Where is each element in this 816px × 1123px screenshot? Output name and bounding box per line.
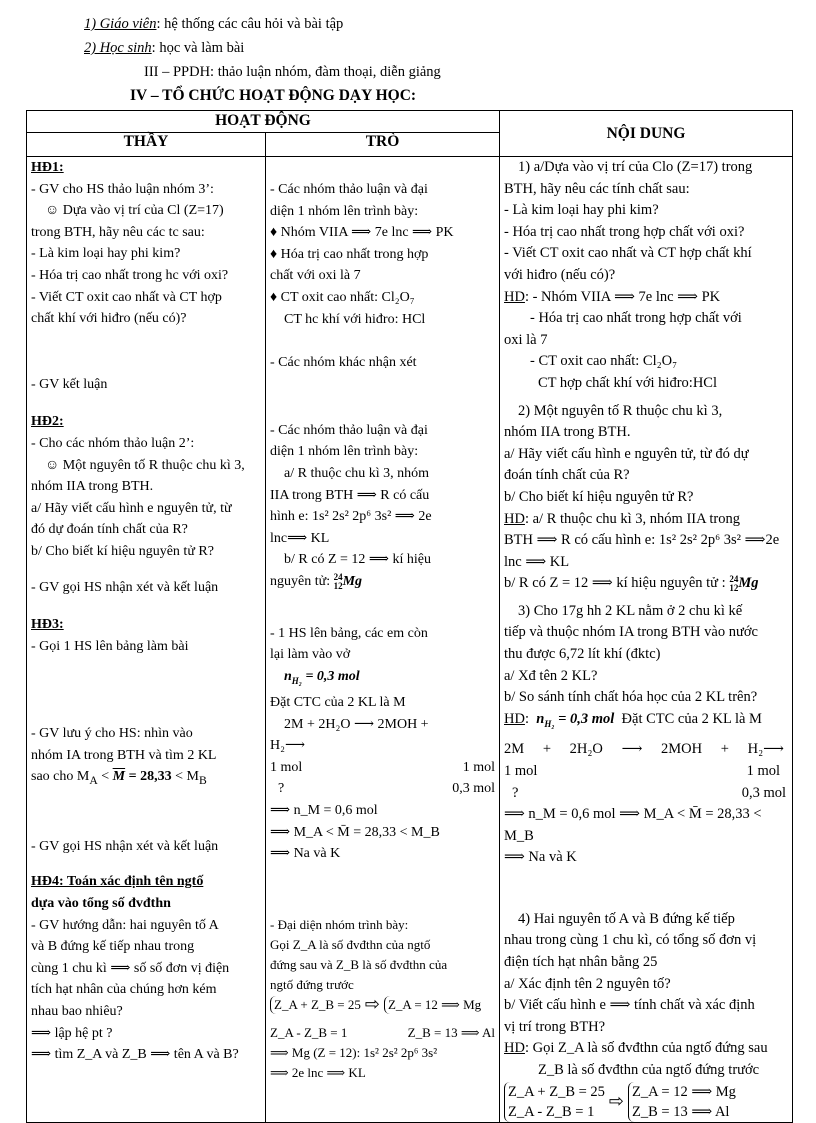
s3-line: Đặt CTC của 2 KL là M bbox=[270, 695, 406, 711]
c3-line: 3) Cho 17g hh 2 KL nằm ở 2 chu kì kế bbox=[518, 602, 743, 619]
student-column bbox=[266, 157, 500, 1123]
s3-line: - 1 HS lên bảng, các em còn bbox=[270, 625, 428, 641]
c4-line: nhau trong cùng 1 chu kì, có tổng số đơn vị bbox=[504, 932, 757, 949]
student-s4 bbox=[270, 915, 495, 1083]
s3-result: ⟹ M_A < M̄ = 28,33 < M_B bbox=[270, 824, 440, 840]
header-line-student bbox=[84, 38, 244, 58]
s1-line: chất với oxi là 7 bbox=[270, 268, 361, 284]
c4-hd-line: HD: Gọi Z_A là số đvđthn của ngtố đứng sau bbox=[504, 1040, 768, 1057]
s1-line: ♦ Nhóm VIIA ⟹ 7e lnc ⟹ PK bbox=[270, 225, 454, 241]
hd3-line: - GV lưu ý cho HS: nhìn vào bbox=[31, 726, 193, 742]
c2-hd-line: lnc ⟹ KL bbox=[504, 553, 570, 570]
teacher-header: THẦY bbox=[27, 133, 266, 157]
hd4-line: nhau bao nhiêu? bbox=[31, 1004, 123, 1020]
c2-line: đoán tính chất của R? bbox=[504, 467, 630, 484]
s4-line: ⟹ 2e lnc ⟹ KL bbox=[270, 1064, 366, 1080]
c1-hd-line: oxi là 7 bbox=[504, 331, 548, 348]
s4-system-row2: Z_A - Z_B = 1 Z_B = 13 ⟹ Al bbox=[270, 1024, 495, 1040]
student-label: 2) Học sinh bbox=[84, 40, 152, 56]
c4-right-brace: Z_A = 12 ⟹ Mg Z_B = 13 ⟹ Al bbox=[628, 1082, 736, 1122]
s1-line: - Các nhóm thảo luận và đại bbox=[270, 182, 428, 197]
s2-line: IIA trong BTH ⟹ R có cấu bbox=[270, 487, 430, 503]
hd2-line: - Cho các nhóm thảo luận 2’: bbox=[31, 435, 195, 451]
hd1-line: - GV cho HS thảo luận nhóm 3’: bbox=[31, 181, 214, 197]
s2-line: lnc⟹ KL bbox=[270, 530, 330, 546]
s2-line: a/ R thuộc chu kì 3, nhóm bbox=[284, 465, 430, 481]
hd2-line: a/ Hãy viết cấu hình e nguyên tử, từ bbox=[31, 500, 232, 516]
teacher-label: 1) Giáo viên bbox=[84, 16, 157, 32]
c4-system bbox=[504, 1082, 788, 1122]
s3-moles: $n_{H_2} = 0,3$ mol bbox=[284, 668, 360, 686]
content-c2 bbox=[504, 401, 788, 595]
hd2-conclusion: - GV gọi HS nhận xét và kết luận bbox=[31, 579, 219, 595]
teacher-hd4 bbox=[31, 871, 261, 1065]
c3-line: thu được 6,72 lít khí (đktc) bbox=[504, 646, 661, 663]
s2-line: - Các nhóm thảo luận và đại bbox=[270, 422, 428, 438]
hd3-line-compare: sao cho $M_A < \overline{M} = 28,33 < M_B$ bbox=[31, 769, 207, 788]
c2-line: 2) Một nguyên tố R thuộc chu kì 3, bbox=[518, 402, 723, 419]
student-text: : học và làm bài bbox=[151, 40, 245, 56]
arrow-icon: ⇨ bbox=[364, 993, 380, 1015]
c4-line: vị trí trong BTH? bbox=[504, 1018, 606, 1035]
hd2-line: ☺ Một nguyên tố R thuộc chu kì 3, bbox=[45, 457, 245, 473]
c4-line: điện tích hạt nhân bằng 25 bbox=[504, 954, 658, 971]
c1-hd-line: HD: - Nhóm VIIA ⟹ 7e lnc ⟹ PK bbox=[504, 288, 721, 305]
hd1-line: trong BTH, hãy nêu các tc sau: bbox=[31, 224, 205, 240]
teacher-column bbox=[27, 157, 266, 1123]
c1-line: BTH, hãy nêu các tính chất sau: bbox=[504, 180, 690, 197]
hd4-title2: dựa vào tổng số đvđthn bbox=[31, 896, 171, 912]
c3-hd-line: HD: $n_{H_2} = 0,3$ mol Đặt CTC của 2 KL là M bbox=[504, 710, 762, 729]
student-s1 bbox=[270, 179, 495, 374]
s1-line: diện 1 nhóm lên trình bày: bbox=[270, 203, 419, 219]
c1-line: với hiđro (nếu có)? bbox=[504, 266, 616, 283]
c1-line: - Là kim loại hay phi kim? bbox=[504, 202, 659, 219]
header-line-method: III – PPDH: thảo luận nhóm, đàm thoại, diễn giảng bbox=[144, 64, 441, 80]
teacher-hd2 bbox=[31, 411, 261, 598]
c4-line: a/ Xác định tên 2 nguyên tố? bbox=[504, 975, 671, 992]
s4-system bbox=[270, 995, 495, 1015]
hd4-line: ⟹ lập hệ pt ? bbox=[31, 1025, 113, 1041]
hd4-line: ⟹ tìm Z_A và Z_B ⟹ tên A và B? bbox=[31, 1047, 239, 1063]
s4-right-brace: Z_A = 12 ⟹ Mg bbox=[384, 996, 481, 1014]
teacher-hd3 bbox=[31, 614, 261, 857]
hd3-line: nhóm IA trong BTH và tìm 2 KL bbox=[31, 747, 217, 763]
hd4-line: cùng 1 chu kì ⟹ số số đơn vị điện bbox=[31, 960, 230, 976]
hd2-line: nhóm IIA trong BTH. bbox=[31, 479, 154, 495]
c3-line: tiếp và thuộc nhóm IA trong BTH vào nước bbox=[504, 624, 758, 641]
s3-mol-row: 1 mol 1 mol bbox=[270, 759, 495, 775]
s1-end: - Các nhóm khác nhận xét bbox=[270, 355, 417, 371]
content-header: NỘI DUNG bbox=[500, 111, 793, 157]
hd1-title: HĐ1: bbox=[31, 160, 64, 175]
student-s2 bbox=[270, 420, 495, 593]
c1-line: 1) a/Dựa vào vị trí của Clo (Z=17) trong bbox=[518, 159, 753, 175]
c2-line: a/ Hãy viết cấu hình e nguyên tử, từ đó dự bbox=[504, 445, 749, 462]
c2-hd-line: BTH ⟹ R có cấu hình e: 1s² 2s² 2p⁶ 3s² ⟹2e bbox=[504, 532, 780, 549]
hd2-title: HĐ2: bbox=[31, 414, 64, 430]
hd2-line: b/ Cho biết kí hiệu nguyên tử R? bbox=[31, 543, 214, 559]
c4-line: 4) Hai nguyên tố A và B đứng kế tiếp bbox=[518, 910, 735, 927]
c3-mol-row: 1 mol 1 mol bbox=[504, 762, 780, 779]
c3-result: ⟹ n_M = 0,6 mol ⟹ M_A < M̄ = 28,33 < M_B bbox=[504, 806, 762, 844]
c3-equation: 2M + 2H₂O ⟶ 2MOH + H₂⟶ bbox=[504, 741, 784, 758]
hd4-title: HĐ4: Toán xác định tên ngtố bbox=[31, 874, 204, 890]
teacher-hd1 bbox=[31, 157, 261, 395]
s4-left-brace: Z_A + Z_B = 25 bbox=[270, 996, 361, 1014]
c4-hd-line: Z_B là số đvđthn của ngtố đứng trước bbox=[538, 1062, 760, 1079]
c1-line: - Hóa trị cao nhất trong hợp chất với oxi? bbox=[504, 223, 745, 240]
hd1-line: - Viết CT oxit cao nhất và CT hợp bbox=[31, 289, 222, 305]
s1-line: CT hc khí với hiđro: HCl bbox=[284, 311, 426, 327]
arrow-icon: ⇨ bbox=[608, 1090, 625, 1112]
content-c1 bbox=[504, 157, 788, 395]
hd2-line: đó dự đoán tính chất của R? bbox=[31, 522, 188, 538]
mbar: $\overline{M}$ bbox=[112, 769, 126, 785]
s1-line: ♦ CT oxit cao nhất: Cl₂O₇ bbox=[270, 289, 415, 305]
content-c3 bbox=[504, 601, 788, 869]
c3-q-row: ? 0,3 mol bbox=[512, 784, 786, 801]
s2-line: diện 1 nhóm lên trình bày: bbox=[270, 444, 419, 460]
hd4-line: tích hạt nhân của chúng hơn kém bbox=[31, 982, 217, 998]
teacher-text: : hệ thống các câu hỏi và bài tập bbox=[156, 16, 344, 32]
hd1-line: - Là kim loại hay phi kim? bbox=[31, 246, 181, 262]
hd3-line: - Gọi 1 HS lên bảng làm bài bbox=[31, 638, 189, 654]
hd1-line: - Hóa trị cao nhất trong hc với oxi? bbox=[31, 267, 229, 283]
c3-end: ⟹ Na và K bbox=[504, 849, 577, 866]
lesson-table bbox=[26, 110, 793, 1123]
hd1-line: chất khí với hiđro (nếu có)? bbox=[31, 311, 187, 327]
student-s3 bbox=[270, 623, 495, 865]
c1-hd-line: CT hợp chất khí với hiđro:HCl bbox=[538, 374, 717, 391]
s1-line: ♦ Hóa trị cao nhất trong hợp bbox=[270, 246, 429, 262]
content-column bbox=[500, 157, 793, 1123]
c1-line: - Viết CT oxit cao nhất và CT hợp chất khí bbox=[504, 245, 752, 262]
c4-line: b/ Viết cấu hình e ⟹ tính chất và xác định bbox=[504, 997, 755, 1014]
s2-nuclide-line: nguyên tử: 24 12 Mg bbox=[270, 571, 363, 591]
c2-hd-line: HD: a/ R thuộc chu kì 3, nhóm IIA trong bbox=[504, 510, 741, 527]
activity-header: HOẠT ĐỘNG bbox=[27, 111, 500, 133]
c2-nuclide-line: b/ R có Z = 12 ⟹ kí hiệu nguyên tử : 24 12 Mg bbox=[504, 573, 759, 593]
s4-line: đứng sau và Z_B là số đvđthn của bbox=[270, 956, 448, 972]
s4-line: ⟹ Mg (Z = 12): 1s² 2s² 2p⁶ 3s² bbox=[270, 1044, 438, 1060]
s3-result: ⟹ n_M = 0,6 mol bbox=[270, 803, 378, 819]
hd3-conclusion: - GV gọi HS nhận xét và kết luận bbox=[31, 838, 219, 854]
c2-line: nhóm IIA trong BTH. bbox=[504, 424, 631, 441]
mg-symbol: Mg bbox=[342, 573, 363, 589]
s4-line: ngtố đứng trước bbox=[270, 976, 354, 992]
hd1-conclusion: - GV kết luận bbox=[31, 376, 108, 392]
hd4-line: - GV hướng dẫn: hai nguyên tố A bbox=[31, 917, 219, 933]
content-c4 bbox=[504, 909, 788, 1122]
header-line-activities: IV – TỔ CHỨC HOẠT ĐỘNG DẠY HỌC: bbox=[130, 87, 417, 104]
student-header: TRÒ bbox=[266, 133, 500, 157]
s3-result: ⟹ Na và K bbox=[270, 846, 341, 862]
mg-nuclide-numbers: 24 12 bbox=[729, 573, 739, 593]
s3-eq: H₂⟶ bbox=[270, 738, 306, 754]
hd4-line: và B đứng kế tiếp nhau trong bbox=[31, 939, 195, 955]
s2-line: b/ R có Z = 12 ⟹ kí hiệu bbox=[284, 552, 431, 568]
s3-line: lại làm vào vở bbox=[270, 647, 351, 663]
c3-line: b/ So sánh tính chất hóa học của 2 KL trên? bbox=[504, 689, 758, 706]
s4-line: - Đại diện nhóm trình bày: bbox=[270, 916, 409, 932]
s3-eq: 2M + 2H₂O ⟶ 2MOH + bbox=[284, 716, 429, 732]
c3-line: a/ Xđ tên 2 KL? bbox=[504, 667, 598, 684]
hd3-title: HĐ3: bbox=[31, 617, 64, 633]
s4-line: Gọi Z_A là số đvđthn của ngtố bbox=[270, 936, 431, 952]
s2-line: hình e: 1s² 2s² 2p⁶ 3s² ⟹ 2e bbox=[270, 509, 432, 525]
mg-symbol: Mg bbox=[738, 575, 759, 592]
c1-hd-line: - CT oxit cao nhất: Cl₂O₇ bbox=[530, 353, 678, 370]
s3-q-row: ? 0,3 mol bbox=[278, 781, 495, 797]
header-line-teacher bbox=[84, 14, 343, 34]
hd1-line: ☺ Dựa vào vị trí của Cl (Z=17) bbox=[45, 203, 224, 219]
c4-left-brace: Z_A + Z_B = 25 Z_A - Z_B = 1 bbox=[504, 1082, 605, 1122]
mg-nuclide-numbers: 24 12 bbox=[333, 571, 343, 591]
c1-hd-line: - Hóa trị cao nhất trong hợp chất với bbox=[530, 310, 742, 327]
c2-line: b/ Cho biết kí hiệu nguyên tử R? bbox=[504, 488, 694, 505]
